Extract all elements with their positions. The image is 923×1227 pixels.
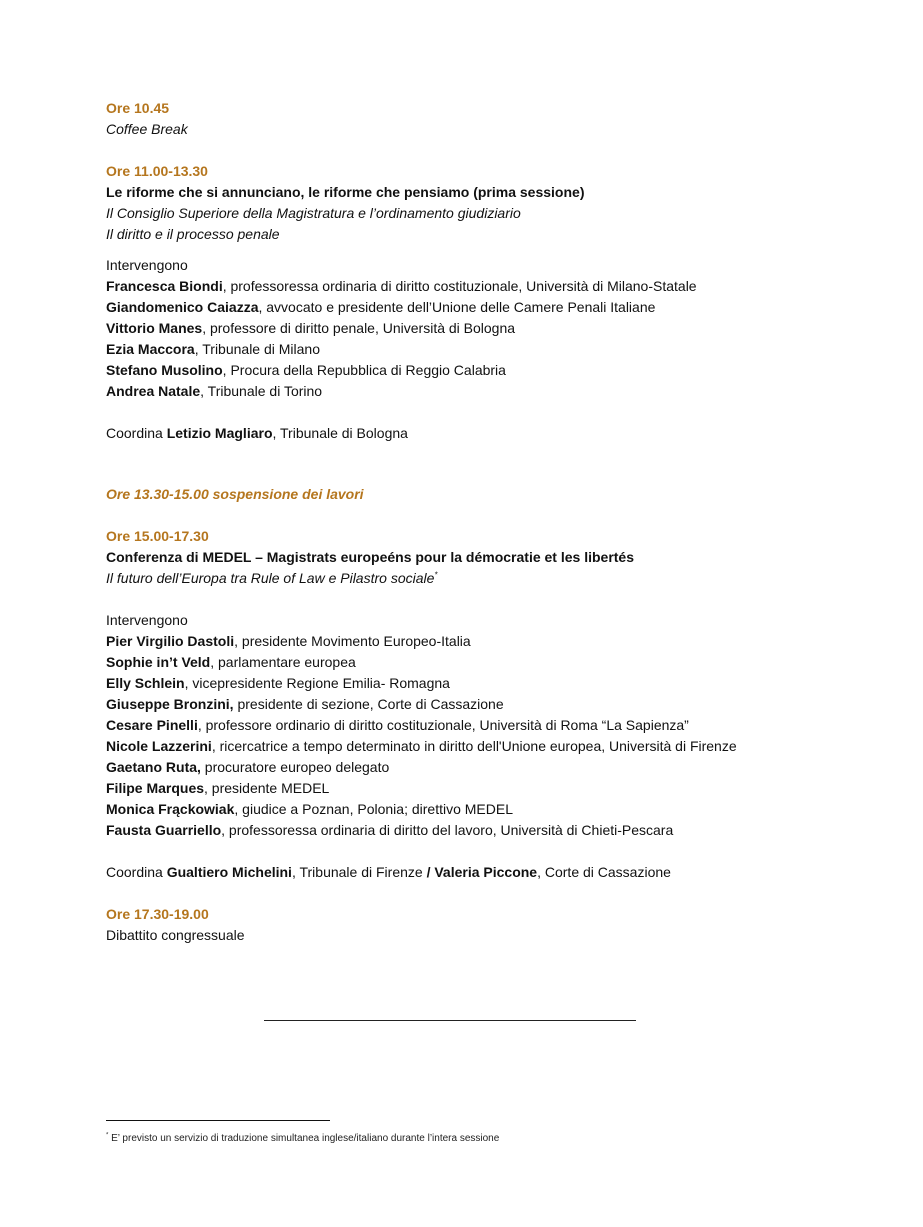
- speaker-row: [106, 339, 866, 360]
- speaker-name: Fausta Guarriello: [106, 822, 222, 838]
- chair-separator: /: [426, 864, 431, 880]
- speaker-role: , avvocato e presidente dell’Unione delle Camere Penali Italiane: [258, 299, 656, 315]
- speaker-name: Monica Frąckowiak: [106, 801, 235, 817]
- suspension-notice: Ore 13.30-15.00 sospensione dei lavori: [106, 486, 364, 502]
- speaker-role: , ricercatrice a tempo determinato in diritto dell'Unione europea, Università di Firenze: [211, 738, 737, 754]
- chair-prefix: Coordina: [106, 425, 167, 441]
- closing-divider: [264, 1020, 636, 1021]
- speaker-row: [106, 757, 866, 778]
- speaker-name: Ezia Maccora: [106, 341, 195, 357]
- session-title-1: Le riforme che si annunciano, le riforme che pensiamo (prima sessione): [106, 184, 585, 200]
- speaker-name: Gaetano Ruta,: [106, 759, 201, 775]
- footnote-divider: [106, 1120, 330, 1121]
- chair-line-2: [106, 862, 866, 883]
- speaker-role: , vicepresidente Regione Emilia- Romagna: [184, 675, 450, 691]
- speaker-row: [106, 694, 866, 715]
- speaker-name: Francesca Biondi: [106, 278, 223, 294]
- speaker-name: Sophie in’t Veld: [106, 654, 211, 670]
- speaker-row: [106, 318, 866, 339]
- speaker-row: [106, 631, 866, 652]
- debate-label: Dibattito congressuale: [106, 927, 245, 943]
- speaker-role: , giudice a Poznan, Polonia; direttivo MEDEL: [234, 801, 513, 817]
- speaker-row: [106, 715, 866, 736]
- speaker-row: [106, 381, 866, 402]
- speaker-role: procuratore europeo delegato: [200, 759, 390, 775]
- chair-line-1: [106, 423, 866, 444]
- footnote-text: E’ previsto un servizio di traduzione simultanea inglese/italiano durante l’intera sessione: [108, 1133, 500, 1144]
- speaker-row: [106, 276, 866, 297]
- chair-role: , Corte di Cassazione: [537, 864, 671, 880]
- speaker-name: Andrea Natale: [106, 383, 201, 399]
- speaker-role: , professoressa ordinaria di diritto del lavoro, Università di Chieti-Pescara: [221, 822, 674, 838]
- speaker-name: Stefano Musolino: [106, 362, 223, 378]
- speaker-name: Vittorio Manes: [106, 320, 203, 336]
- speaker-name: Pier Virgilio Dastoli: [106, 633, 235, 649]
- session-subtitle-2-text: Il futuro dell’Europa tra Rule of Law e Pilastro sociale: [106, 570, 435, 586]
- speaker-row: [106, 297, 866, 318]
- time-slot-2: Ore 11.00-13.30: [106, 163, 208, 179]
- chair-name: Letizio Magliaro: [166, 425, 273, 441]
- footnote-mark: *: [106, 1132, 109, 1139]
- speaker-name: Giuseppe Bronzini,: [106, 696, 234, 712]
- speaker-row: [106, 673, 866, 694]
- speaker-row: [106, 778, 866, 799]
- speaker-name: Cesare Pinelli: [106, 717, 198, 733]
- program-page: [106, 98, 866, 946]
- session-subtitle-2: [106, 568, 866, 589]
- speaker-role: , Tribunale di Torino: [200, 383, 323, 399]
- coffee-break-label: Coffee Break: [106, 121, 188, 137]
- time-slot-4: Ore 17.30-19.00: [106, 906, 209, 922]
- speaker-row: [106, 736, 866, 757]
- speaker-role: , professoressa ordinaria di diritto costituzionale, Università di Milano-Statale: [222, 278, 697, 294]
- speaker-row: [106, 652, 866, 673]
- session-subtitle-1a: Il Consiglio Superiore della Magistratura e l’ordinamento giudiziario: [106, 205, 521, 221]
- chair-name: Valeria Piccone: [434, 864, 538, 880]
- chair-role: , Tribunale di Firenze: [291, 864, 427, 880]
- speaker-name: Elly Schlein: [106, 675, 185, 691]
- speakers-label-2: Intervengono: [106, 612, 188, 628]
- speaker-row: [106, 360, 866, 381]
- speakers-label-1: Intervengono: [106, 257, 188, 273]
- speaker-row: [106, 820, 866, 841]
- speaker-role: , professore ordinario di diritto costituzionale, Università di Roma “La Sapienza”: [197, 717, 689, 733]
- speaker-name: Filipe Marques: [106, 780, 205, 796]
- speaker-role: , Procura della Repubblica di Reggio Calabria: [222, 362, 506, 378]
- speaker-name: Nicole Lazzerini: [106, 738, 212, 754]
- speaker-role: , professore di diritto penale, Università di Bologna: [202, 320, 516, 336]
- footnote: [106, 1132, 499, 1146]
- speaker-role: , Tribunale di Milano: [194, 341, 321, 357]
- chair-role: , Tribunale di Bologna: [272, 425, 408, 441]
- session-subtitle-1b: Il diritto e il processo penale: [106, 226, 280, 242]
- speaker-role: presidente di sezione, Corte di Cassazione: [233, 696, 504, 712]
- speaker-name: Giandomenico Caiazza: [106, 299, 259, 315]
- footnote-mark: *: [434, 570, 438, 580]
- session-title-2: Conferenza di MEDEL – Magistrats europeéns pour la démocratie et les libertés: [106, 549, 635, 565]
- speaker-role: , parlamentare europea: [210, 654, 356, 670]
- time-slot-3: Ore 15.00-17.30: [106, 528, 209, 544]
- speaker-row: [106, 799, 866, 820]
- speaker-role: , presidente MEDEL: [204, 780, 330, 796]
- chair-prefix: Coordina: [106, 864, 167, 880]
- time-slot-1: Ore 10.45: [106, 100, 170, 116]
- speaker-role: , presidente Movimento Europeo-Italia: [234, 633, 471, 649]
- chair-name: Gualtiero Michelini: [166, 864, 292, 880]
